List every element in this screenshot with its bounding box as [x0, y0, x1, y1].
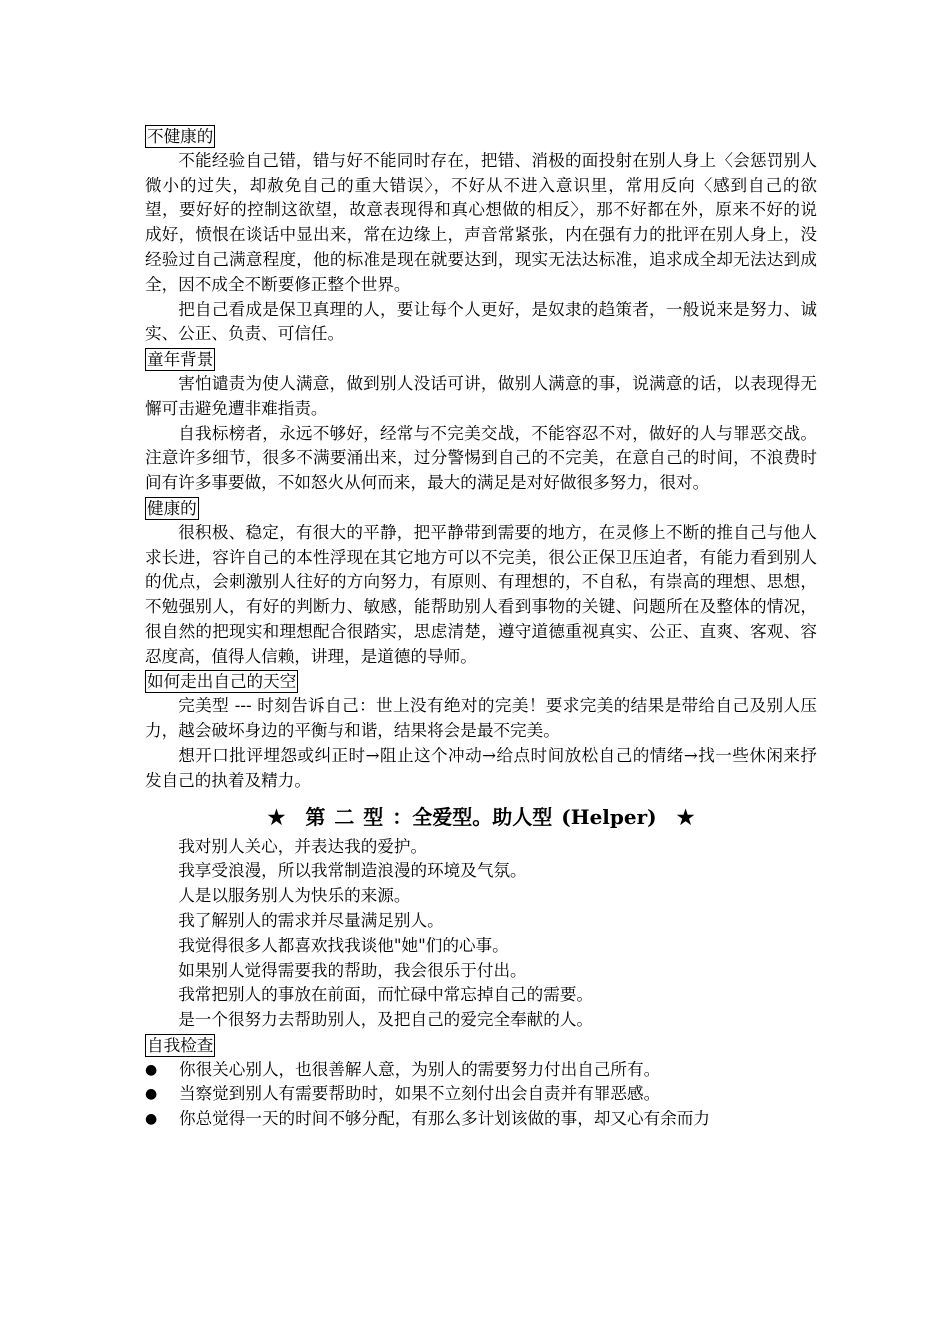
- unhealthy-paragraph-1: 不能经验自己错，错与好不能同时存在，把错、消极的面投射在别人身上〈会惩罚别人微小的过失，却赦免自己的重大错误〉，不好从不进入意识里，常用反向〈感到自己的欲望，要好好的控制这欲望，故意表现得和真心想做的相反〉，那不好都在外，原来不好的说成好，愤恨在谈话中显出来，常在边缘上，声音常紧张，内在强有力的批评在别人身上，没经验过自己满意程度，他的标准是现在就要达到，现实无法达标准，追求成全却无法达到成全，因不成全不断要修正整个世界。: [145, 150, 817, 294]
- type2-title-text: 第 二 型 ：全爱型。助人型 (Helper): [305, 804, 657, 829]
- statement-item: 我常把别人的事放在前面，而忙碌中常忘掉自己的需要。: [178, 985, 594, 1005]
- self-check-item: [145, 1058, 817, 1083]
- section-heading-childhood: 童年背景: [147, 350, 214, 370]
- healthy-paragraph-1: 很积极、稳定，有很大的平静，把平静带到需要的地方，在灵修上不断的推自己与他人求长进，容许自己的本性浮现在其它地方可以不完美，很公正保卫压迫者，有能力看到别人的优点，会刺激别人往好的方向努力，有原则、有理想的，不自私，有崇高的理想、思想，不勉强别人，有好的判断力、敏感，能帮助别人看到事物的关键、问题所在及整体的情况，很自然的把现实和理想配合很踏实，思虑清楚，遵守道德重视真实、公正、直爽、客观、容忍度高，值得人信赖，讲理，是道德的导师。: [145, 522, 817, 666]
- bullet-icon: ●: [145, 1086, 158, 1103]
- star-icon: ★: [676, 804, 695, 829]
- statement-item: 我了解别人的需求并尽量满足别人。: [178, 910, 444, 930]
- statement-item: 我享受浪漫，所以我常制造浪漫的环境及气氛。: [178, 861, 527, 881]
- star-icon: ★: [267, 804, 286, 829]
- statement-item: 是一个很努力去帮助别人，及把自己的爱完全奉献的人。: [178, 1010, 594, 1030]
- self-check-item: [145, 1082, 817, 1107]
- childhood-paragraph-2: 自我标榜者，永远不够好，经常与不完美交战，不能容忍不对，做好的人与罪恶交战。注意许多细节，很多不满要涌出来，过分警惕到自己的不完美，在意自己的时间，不浪费时间有许多事要做，不如怒火从何而来，最大的满足是对好做很多努力，很对。: [145, 423, 817, 493]
- statement-item: 我觉得很多人都喜欢找我谈他"她"们的心事。: [178, 935, 509, 955]
- section-heading-self-check: 自我检查: [147, 1035, 214, 1055]
- escape-paragraph-2: 想开口批评埋怨或纠正时→阻止这个冲动→给点时间放松自己的情绪→找一些休闲来抒发自己的执着及精力。: [145, 745, 817, 790]
- escape-paragraph-1: 完美型 --- 时刻告诉自己：世上没有绝对的完美！要求完美的结果是带给自己及别人压力，越会破坏身边的平衡与和谐，结果将会是最不完美。: [145, 696, 817, 741]
- childhood-paragraph-1: 害怕谴责为使人满意，做到别人没话可讲，做别人满意的事，说满意的话，以表现得无懈可击避免遭非难指责。: [145, 373, 817, 418]
- bullet-icon: ●: [145, 1111, 158, 1128]
- self-check-text: 你很关心别人，也很善解人意，为别人的需要努力付出自己所有。: [179, 1059, 661, 1079]
- bullet-icon: ●: [145, 1061, 158, 1078]
- statement-item: 我对别人关心，并表达我的爱护。: [178, 836, 428, 856]
- unhealthy-paragraph-2: 把自己看成是保卫真理的人，要让每个人更好，是奴隶的趋策者，一般说来是努力、诚实、公正、负责、可信任。: [145, 299, 817, 344]
- self-check-text: 你总觉得一天的时间不够分配，有那么多计划该做的事，却又心有余而力: [179, 1109, 710, 1129]
- statement-item: 如果别人觉得需要我的帮助，我会很乐于付出。: [178, 960, 527, 980]
- type2-title: [145, 795, 817, 839]
- section-heading-healthy: 健康的: [147, 498, 197, 518]
- self-check-item: [145, 1107, 817, 1132]
- document-page: [145, 124, 817, 1132]
- statement-item: 人是以服务别人为快乐的来源。: [178, 886, 411, 906]
- self-check-text: 当察觉到别人有需要帮助时，如果不立刻付出会自责并有罪恶感。: [179, 1084, 661, 1104]
- section-heading-escape: 如何走出自己的天空: [147, 672, 297, 692]
- section-heading-unhealthy: 不健康的: [147, 126, 214, 146]
